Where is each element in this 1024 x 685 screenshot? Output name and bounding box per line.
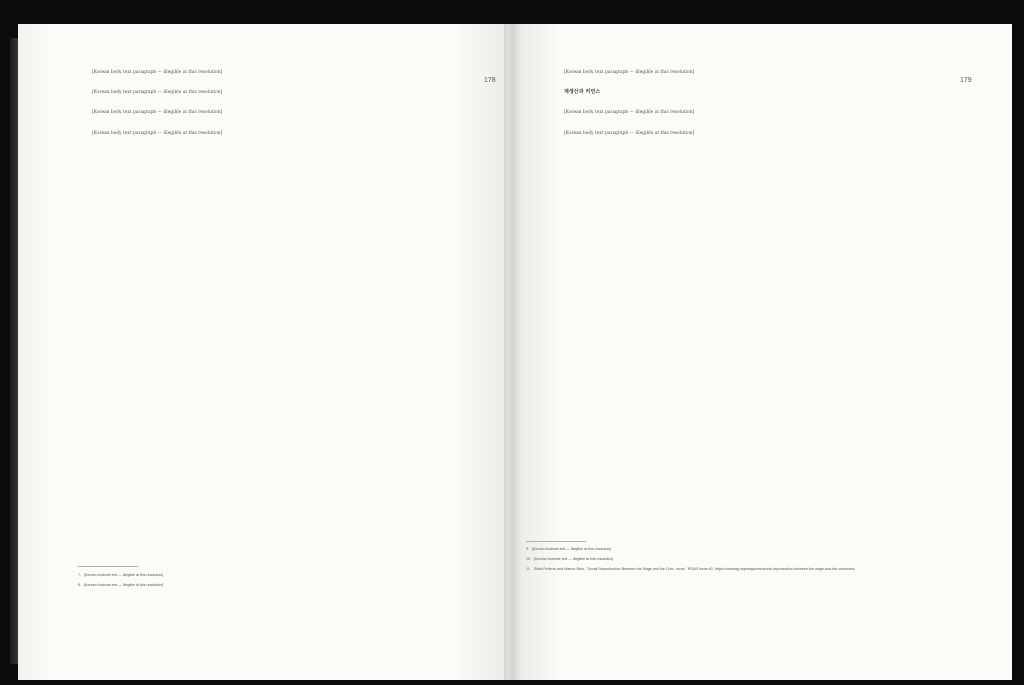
footnote-divider <box>526 541 586 542</box>
footnote-number: 11. <box>526 567 531 572</box>
body-paragraph: [Korean body text paragraph — illegible at this resolution] <box>564 69 695 74</box>
body-paragraph: [Korean body text paragraph — illegible at this resolution] <box>92 69 223 74</box>
body-paragraph: [Korean body text paragraph — illegible at this resolution] <box>564 109 695 115</box>
footnote <box>78 572 474 579</box>
body-paragraph: [Korean body text paragraph — illegible at this resolution] <box>92 109 223 115</box>
left-page <box>18 24 512 680</box>
right-footnotes <box>526 546 996 577</box>
footnote <box>78 582 474 589</box>
footnote <box>526 556 996 563</box>
left-footnotes <box>78 572 474 592</box>
body-paragraph: [Korean body text paragraph — illegible at this resolution] <box>92 129 223 135</box>
section-heading: 재생산과 커먼스 <box>564 89 601 96</box>
footnote-number: 9. <box>526 547 529 551</box>
page-number-left: 178 <box>484 77 496 84</box>
body-paragraph: [Korean body text paragraph — illegible at this resolution] <box>92 89 223 95</box>
right-body-text <box>564 67 922 148</box>
gutter-shadow <box>504 24 520 680</box>
footnote-number: 10. <box>526 557 531 562</box>
open-book <box>10 24 1014 680</box>
body-paragraph: [Korean body text paragraph — illegible at this resolution] <box>564 129 695 135</box>
footnote-text: [Korean footnote text — illegible at this resolution] <box>84 583 164 588</box>
footnote-text: [Korean footnote text — illegible at this resolution] <box>534 557 614 562</box>
footnote-number: 7. <box>78 573 81 577</box>
footnote-divider <box>78 566 138 567</box>
footnote-number: 8. <box>78 583 81 588</box>
footnote <box>526 566 996 573</box>
footnote-text: [Korean footnote text — illegible at this resolution] <box>84 573 164 577</box>
footnote-text: [Korean footnote text — illegible at this resolution] <box>532 547 612 551</box>
right-page <box>512 24 1012 680</box>
footnote-citation: Silvia Federici and Marina Sitrin, "Social Reproduction: Between the Wage and the Com- mons," ROAR Issue #2, https://roarmag.org/magazine/social-reproduction-between-the-wage-and-the-commons/ <box>533 567 855 572</box>
page-number-right: 179 <box>960 77 972 84</box>
left-body-text <box>92 67 444 148</box>
footnote <box>526 546 996 553</box>
